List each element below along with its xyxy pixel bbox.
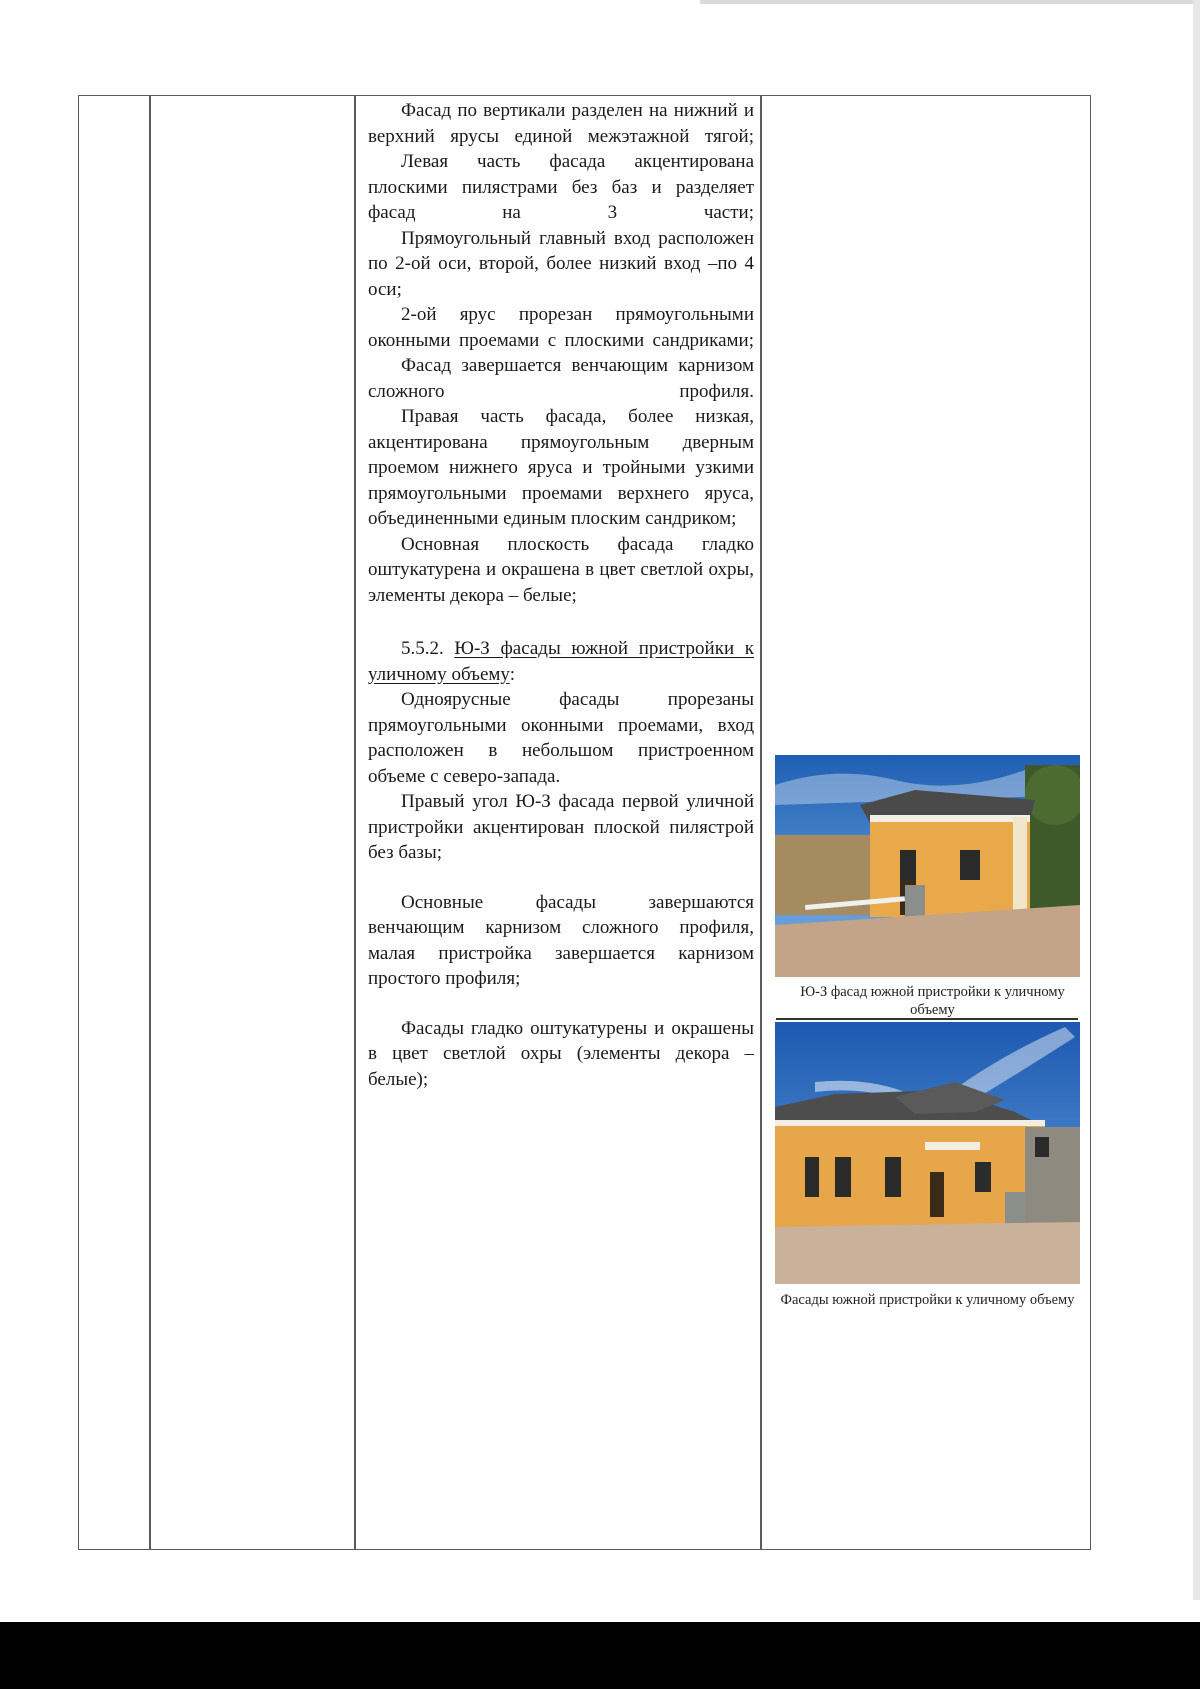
scan-bottom-border bbox=[0, 1622, 1200, 1689]
paragraph: Фасад по вертикали разделен на нижний и верхний ярусы единой межэтажной тягой; bbox=[368, 100, 754, 147]
table-column-divider bbox=[354, 96, 356, 1549]
section-title: Ю-З фасады южной пристройки к уличному объему bbox=[368, 638, 755, 685]
table-column-divider bbox=[149, 96, 151, 1549]
paragraph: Фасады гладко оштукатурены и окрашены в цвет светлой охры (элементы декора – белые); bbox=[368, 1017, 754, 1090]
building-photo-2 bbox=[775, 1022, 1080, 1284]
paragraph: Левая часть фасада акцентирована плоскими пилястрами без баз и разделяет фасад на 3 части; bbox=[368, 151, 754, 223]
caption-divider bbox=[776, 1018, 1078, 1020]
table-column-divider bbox=[760, 96, 762, 1549]
scan-edge-top bbox=[700, 0, 1200, 4]
spacer bbox=[368, 992, 754, 1016]
scan-edge-right bbox=[1193, 0, 1200, 1600]
paragraph: Основные фасады завершаются венчающим карнизом сложного профиля, малая пристройка завершается карнизом простого профиля; bbox=[368, 891, 754, 989]
paragraph: Фасад завершается венчающим карнизом сложного профиля. bbox=[368, 355, 754, 402]
building-photo-1 bbox=[775, 755, 1080, 977]
photo-caption-1: Ю-З фасад южной пристройки к уличному объему bbox=[800, 984, 1065, 1018]
section-number: 5.5.2. bbox=[401, 638, 444, 659]
paragraph: 2-ой ярус прорезан прямоугольными оконными проемами с плоскими сандриками; bbox=[368, 304, 754, 351]
paragraph: Одноярусные фасады прорезаны прямоугольными оконными проемами, вход расположен в небольшом пристроенном объеме с северо-запада. bbox=[368, 689, 754, 787]
spacer bbox=[368, 866, 754, 890]
photo-caption-2: Фасады южной пристройки к уличному объему bbox=[780, 1292, 1075, 1308]
paragraph: Прямоугольный главный вход расположен по 2-ой оси, второй, более низкий вход –по 4 оси; bbox=[368, 227, 754, 300]
spacer bbox=[368, 608, 754, 636]
paragraph: Правая часть фасада, более низкая, акцентирована прямоугольным дверным проемом нижнего яруса и тройными узкими прямоугольными проемами верхнего яруса, объединенными единым плоским сандриком; bbox=[368, 406, 754, 529]
description-column bbox=[368, 98, 754, 1092]
section-heading bbox=[368, 636, 754, 687]
section-heading-colon: : bbox=[509, 663, 515, 685]
paragraph: Правый угол Ю-З фасада первой уличной пристройки акцентирован плоской пилястрой без базы; bbox=[368, 791, 754, 863]
paragraph: Основная плоскость фасада гладко оштукатурена и окрашена в цвет светлой охры, элементы декора – белые; bbox=[368, 533, 754, 606]
